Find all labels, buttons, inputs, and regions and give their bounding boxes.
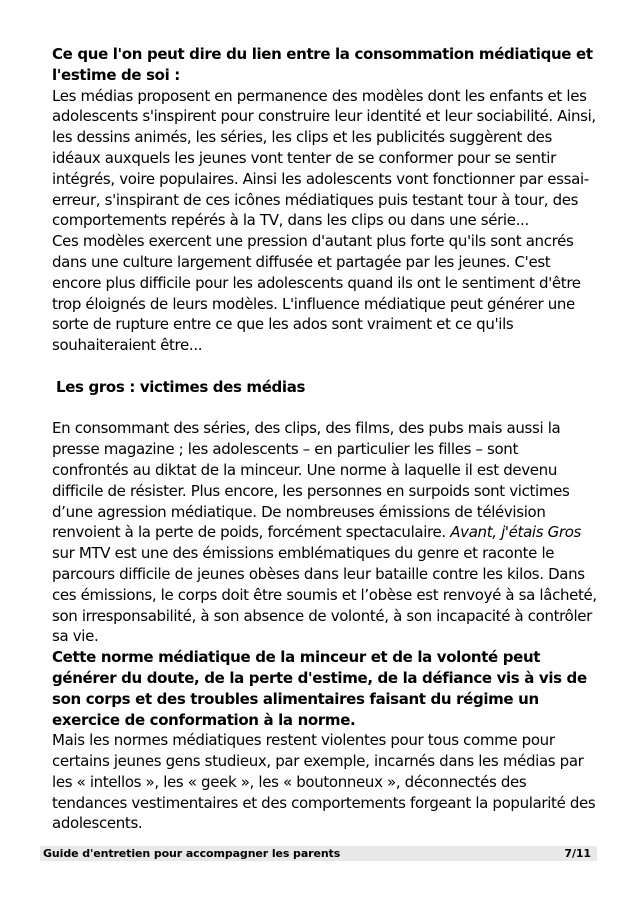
spacer <box>52 398 597 419</box>
footer-title: Guide d'entretien pour accompagner les parents <box>43 847 341 860</box>
tv-show-title: Avant, j'étais Gros <box>450 523 581 542</box>
section-heading-overweight-victims: Les gros : victimes des médias <box>56 377 306 396</box>
paragraph-key-point: Cette norme médiatique de la minceur et de la volonté peut générer du doute, de la perte d'estime, de la défiance vis à vis de son corps et des troubles alimentaires faisant du régime un exercice de conformation à la norme. <box>52 648 587 729</box>
section-heading-media-self-esteem: Ce que l'on peut dire du lien entre la consommation médiatique et l'estime de soi : <box>52 45 593 84</box>
paragraph-media-pressure: Ces modèles exercent une pression d'autant plus forte qu'ils sont ancrés dans une culture largement diffusée et partagée par les jeunes. C'est encore plus difficile pour les adolescents quand ils ont le sentiment d'être trop éloignés de leurs modèles. L'influence médiatique peut générer une sorte de rupture entre ce que les ados sont vraiment et ce qu'ils souhaiteraient être... <box>52 232 581 355</box>
paragraph-text-before-show: En consommant des séries, des clips, des films, des pubs mais aussi la presse magazine ; les adolescents – en particulier les filles – sont confrontés au diktat de la minceur. Une norme à laquelle il est devenu difficile de résister. Plus encore, les personnes en surpoids sont victimes d’une agression médiatique. De nombreuses émissions de télévision renvoient à la perte de poids, forcément spectaculaire. <box>52 419 570 542</box>
page-number: 7/11 <box>564 847 591 860</box>
paragraph-other-stereotypes: Mais les normes médiatiques restent violentes pour tous comme pour certains jeunes gens studieux, par exemple, incarnés dans les médias par les « intellos », les « geek », les « boutonneux », déconnectés des tendances vestimentaires et des comportements forgeant la popularité des adolescents. <box>52 731 596 833</box>
paragraph-thinness-norm <box>52 418 597 647</box>
paragraph-text-after-show: sur MTV est une des émissions emblématiques du genre et raconte le parcours difficile de jeunes obèses dans leur bataille contre les kilos. Dans ces émissions, le corps doit être soumis et l’obèse est renvoyé à sa lâcheté, son irresponsabilité, à son absence de volonté, à son incapacité à contrôler sa vie. <box>52 544 597 646</box>
page-body <box>52 44 597 834</box>
page-footer <box>40 846 597 861</box>
paragraph-media-models: Les médias proposent en permanence des modèles dont les enfants et les adolescents s'inspirent pour construire leur identité et leur sociabilité. Ainsi, les dessins animés, les séries, les clips et les publicités suggèrent des idéaux auxquels les jeunes vont tenter de se conformer pour se sentir intégrés, voire populaires. Ainsi les adolescents vont fonctionner par essai-erreur, s'inspirant de ces icônes médiatiques puis testant tour à tour, des comportements repérés à la TV, dans les clips ou dans une série... <box>52 86 596 230</box>
spacer <box>52 356 597 377</box>
